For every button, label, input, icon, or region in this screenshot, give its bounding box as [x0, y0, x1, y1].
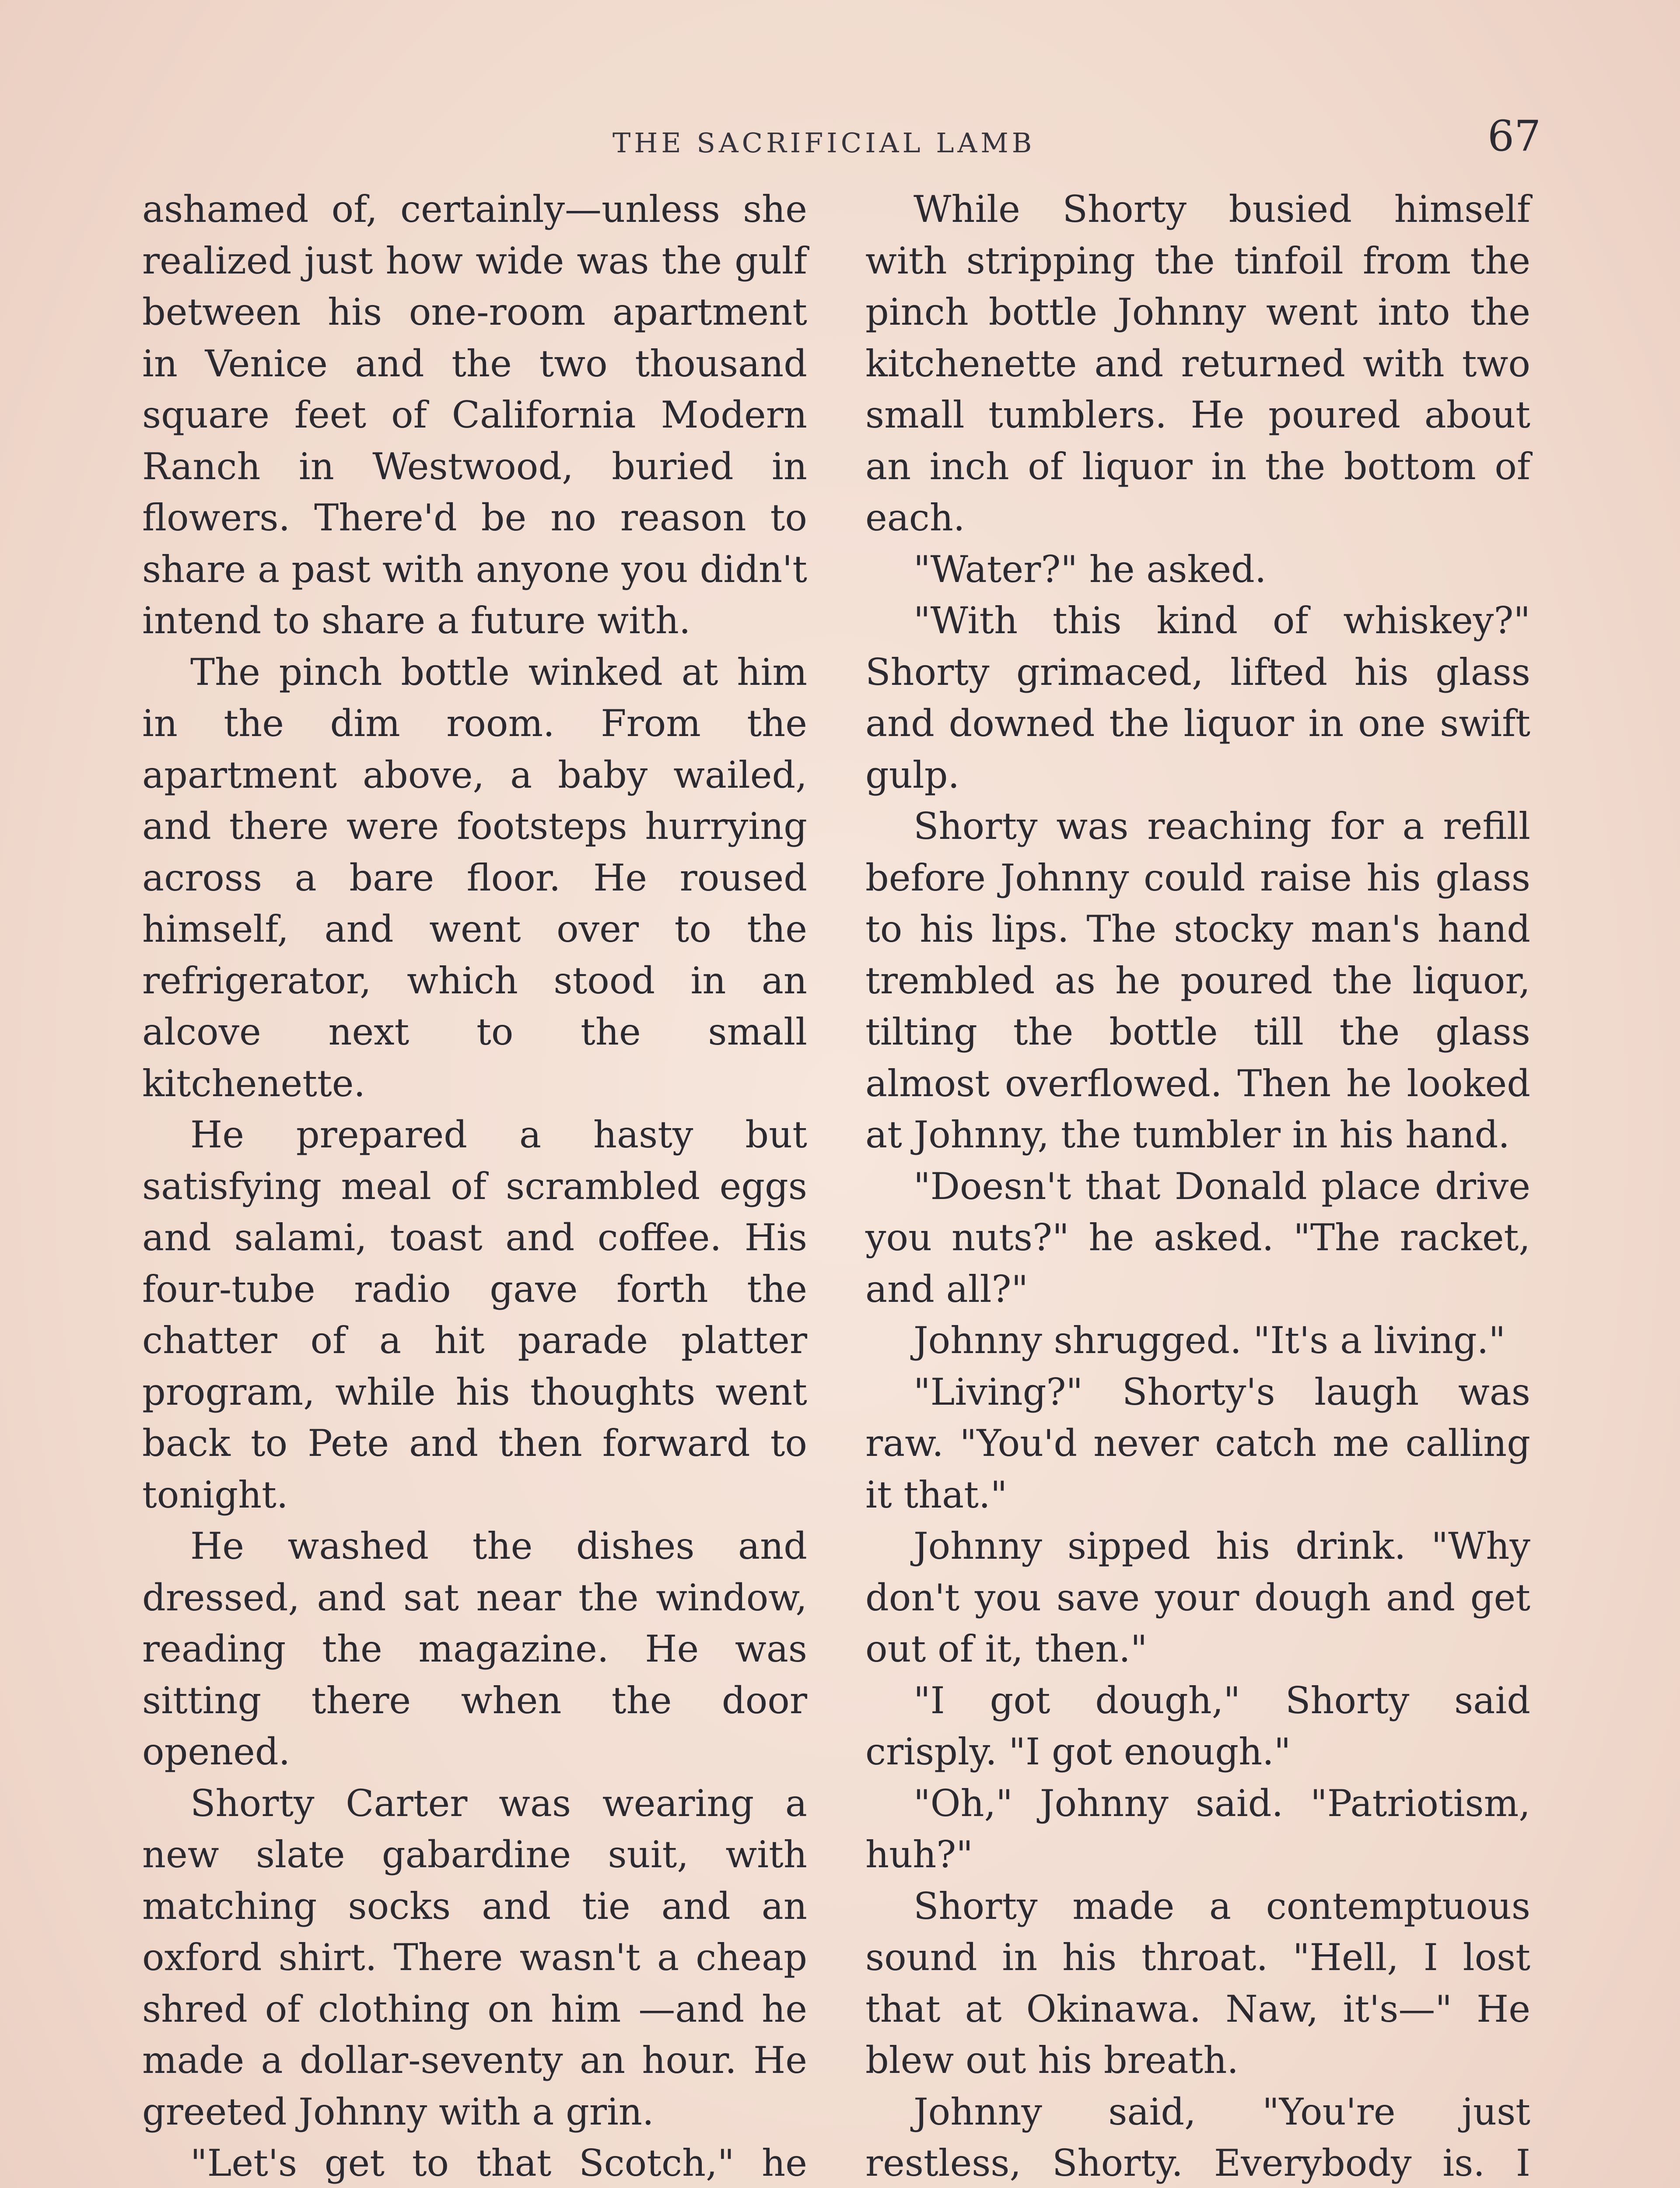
paragraph: "I got dough," Shorty said crisply. "I got enough." [865, 1679, 1530, 1773]
paragraph: He washed the dishes and dressed, and sat near the window, reading the magazine. He was sitting there when the door opened. [142, 1525, 807, 1773]
left-text-column [142, 184, 807, 2188]
paragraph: Johnny said, "You're just restless, Shorty. Everybody is. I [865, 2090, 1530, 2184]
paragraph: "With this kind of whiskey?" Shorty grimaced, lifted his glass and downed the liquor in one swift gulp. [865, 599, 1530, 796]
right-text-column [865, 184, 1530, 2188]
paragraph: While Shorty busied himself with stripping the tinfoil from the pinch bottle Johnny went into the kitchenette and returned with two small tumblers. He poured about an inch of liquor in the bottom of each. [865, 188, 1530, 539]
paragraph: "Doesn't that Donald place drive you nuts?" he asked. "The racket, and all?" [865, 1164, 1530, 1311]
running-title: THE SACRIFICIAL LAMB [612, 127, 1036, 159]
paragraph: Shorty made a contemptuous sound in his throat. "Hell, I lost that at Okinawa. Naw, it's—" He blew out his breath. [865, 1884, 1530, 2082]
paragraph: Shorty was reaching for a refill before Johnny could raise his glass to his lips. The stocky man's hand trembled as he poured the liquor, tilting the bottle till the glass almost overflowed. Then he looked at Johnny, the tumbler in his hand. [865, 805, 1530, 1156]
paragraph: Shorty Carter was wearing a new slate gabardine suit, with matching socks and tie and an oxford shirt. There wasn't a cheap shred of clothing on him —and he made a dollar-seventy an hour. He greeted Johnny with a grin. [142, 1781, 807, 2133]
page-number: 67 [1488, 112, 1541, 161]
paragraph: Johnny shrugged. "It's a living." [914, 1319, 1506, 1362]
paragraph: "Oh," Johnny said. "Patriotism, huh?" [865, 1781, 1530, 1876]
paragraph: The pinch bottle winked at him in the dim room. From the apartment above, a baby wailed, and there were footsteps hurrying across a bare floor. He roused himself, and went over to the refrigerator, which stood in an alcove next to the small kitchenette. [142, 650, 807, 1105]
paragraph: ashamed of, certainly—unless she realized just how wide was the gulf between his one-room apartment in Venice and the two thousand square feet of California Modern Ranch in Westwood, buried in flowers. There'd be no reason to share a past with anyone you didn't intend to share a future with. [142, 188, 807, 642]
paragraph: "Let's get to that Scotch," he [190, 2142, 807, 2184]
paragraph: "Living?" Shorty's laugh was raw. "You'd never catch me calling it that." [865, 1370, 1530, 1516]
paragraph: Johnny sipped his drink. "Why don't you save your dough and get out of it, then." [865, 1525, 1530, 1670]
paragraph: "Water?" he asked. [914, 547, 1267, 591]
paragraph: He prepared a hasty but satisfying meal of scrambled eggs and salami, toast and coffee. His four-tube radio gave forth the chatter of a hit parade platter program, while his thoughts went back to Pete and then forward to tonight. [142, 1113, 807, 1516]
